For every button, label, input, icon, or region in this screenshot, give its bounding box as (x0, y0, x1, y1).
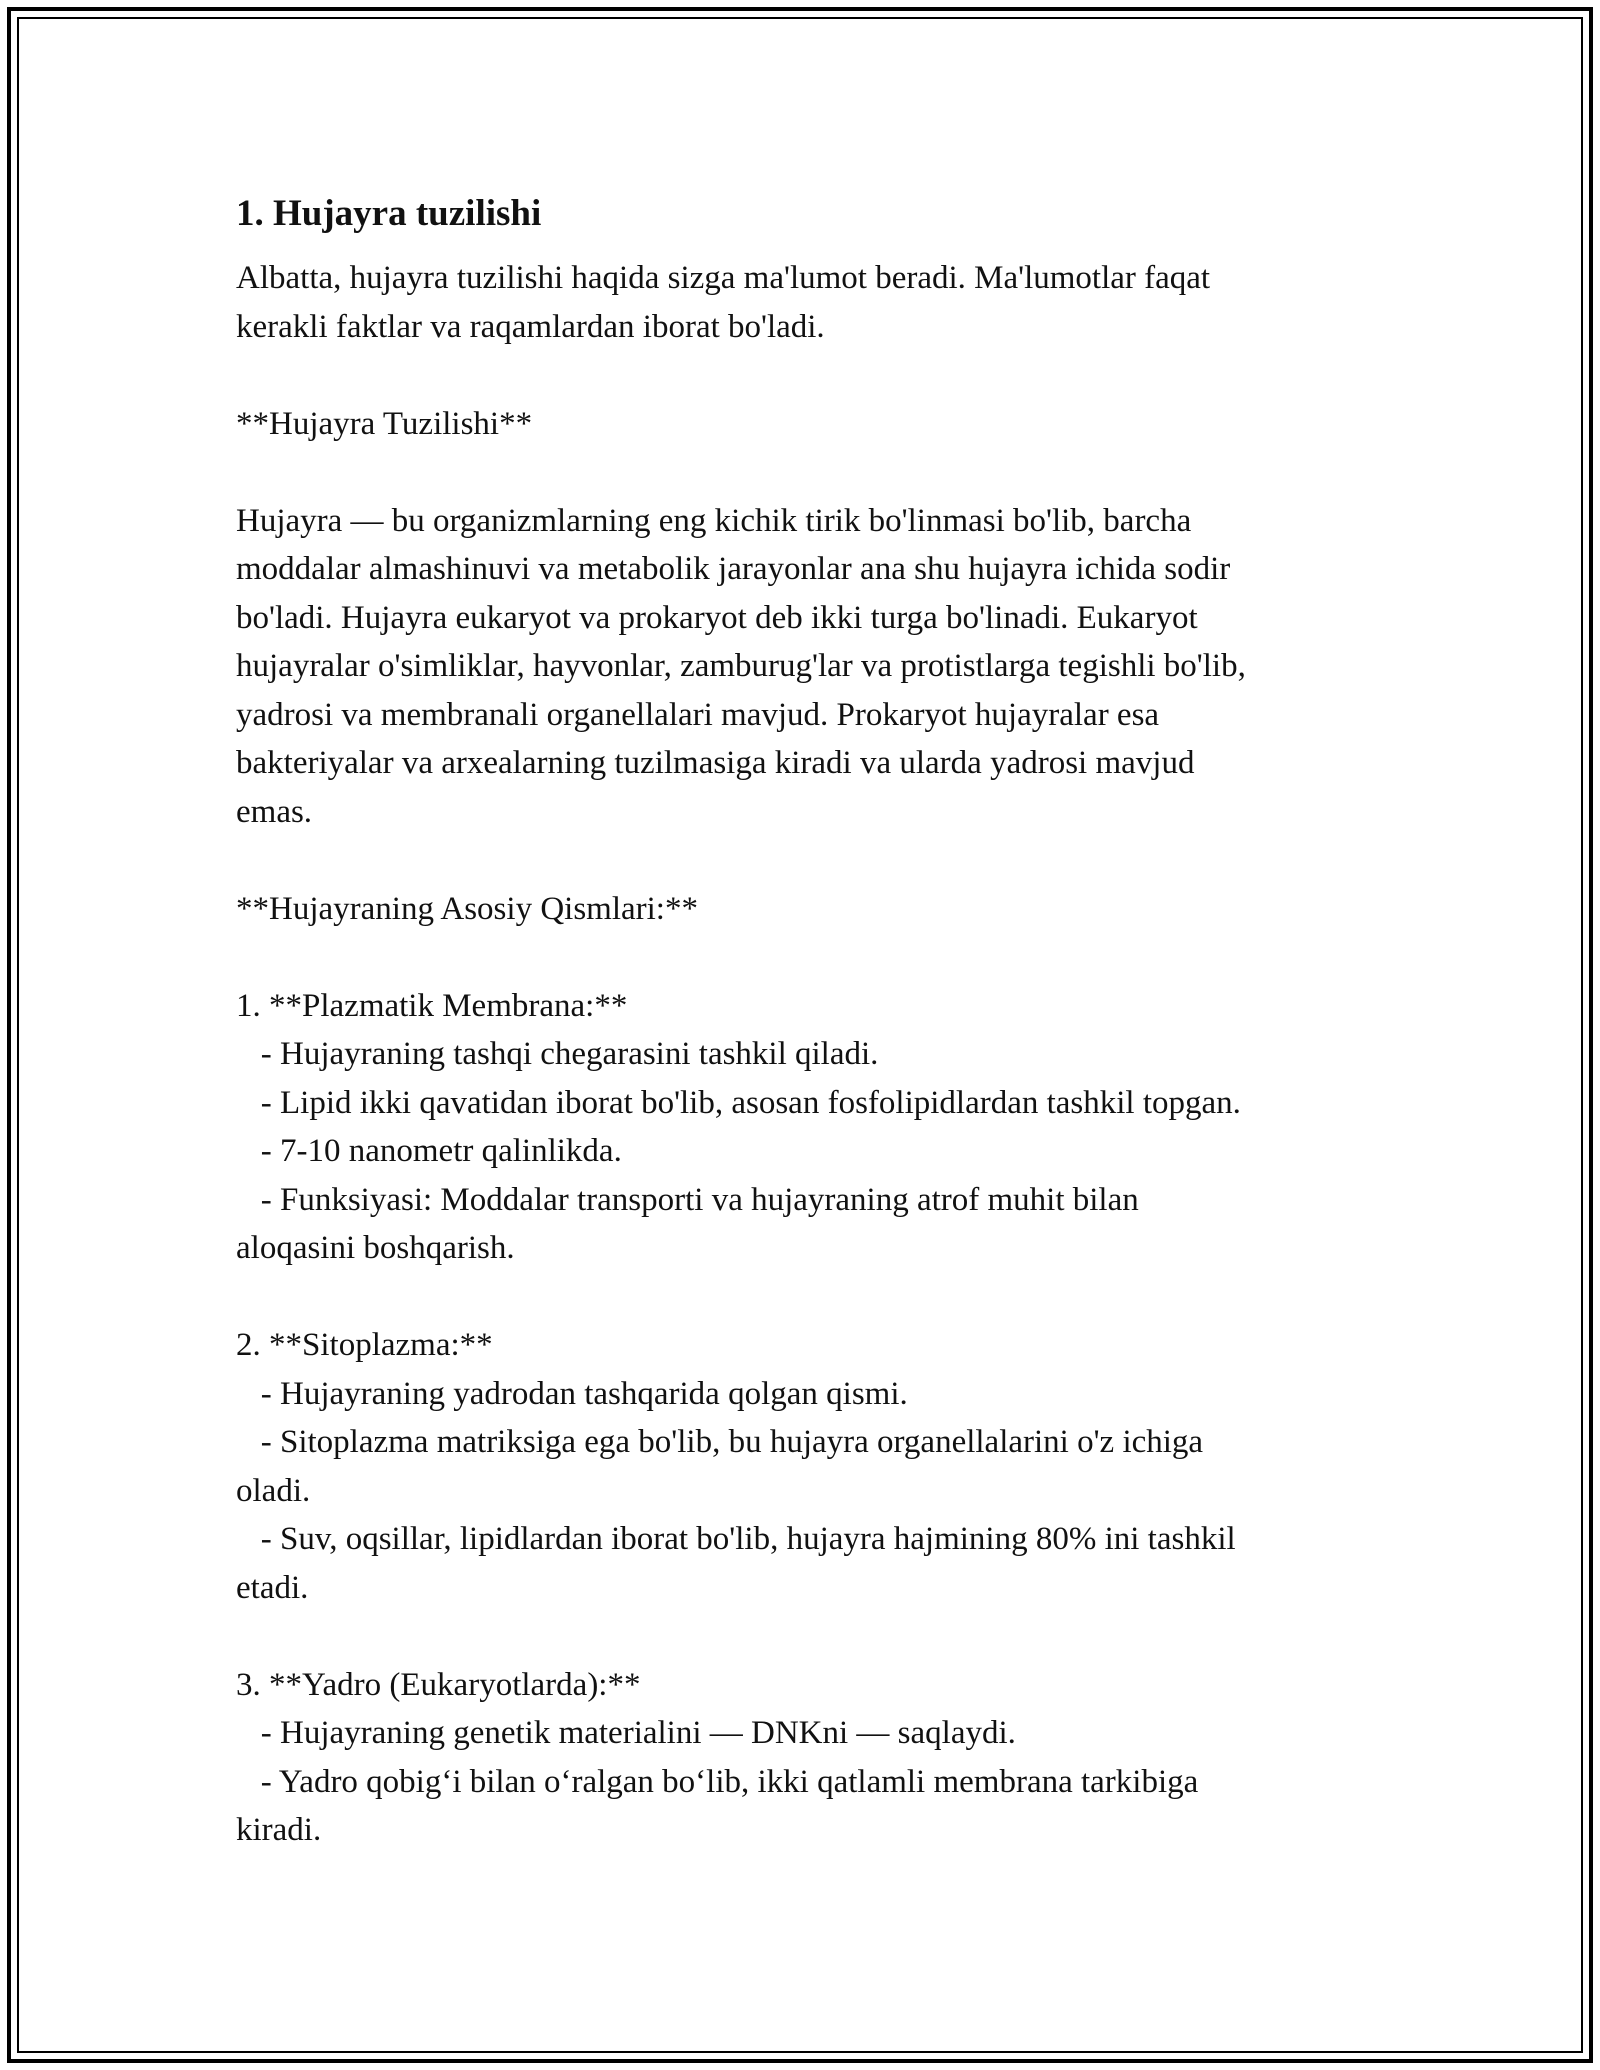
document-title: 1. Hujayra tuzilishi (236, 193, 542, 234)
document-body: Albatta, hujayra tuzilishi haqida sizga ma'lumot beradi. Ma'lumotlar faqat kerakli faktlar va raqamlardan iborat bo'ladi. **Hujayra Tuzilishi** Hujayra — bu organizmlarning eng kichik tirik bo'linmasi bo'lib, barcha moddalar almashinuvi va metabolik jarayonlar ana shu hujayra ichida sodir bo'ladi. Hujayra eukaryot va prokaryot deb ikki turga bo'linadi. Eukaryot hujayralar o'simliklar, hayvonlar, zamburug'lar va protistlarga tegishli bo'lib, yadrosi va membranali organellalari mavjud. Prokaryot hujayralar esa bakteriyalar va arxealarning tuzilmasiga kiradi va ularda yadrosi mavjud emas. **Hujayraning Asosiy Qismlari:** 1. **Plazmatik Membrana:** - Hujayraning tashqi chegarasini tashkil qiladi. - Lipid ikki qavatidan iborat bo'lib, asosan fosfolipidlardan tashkil topgan. - 7-10 nanometr qalinlikda. - Funksiyasi: Moddalar transporti va hujayraning atrof muhit bilan aloqasini boshqarish. 2. **Sitoplazma:** - Hujayraning yadrodan tashqarida qolgan qismi. - Sitoplazma matriksiga ega bo'lib, bu hujayra organellalarini o'z ichiga oladi. - Suv, oqsillar, lipidlardan iborat bo'lib, hujayra hajmining 80% ini tashkil etadi. 3. **Yadro (Eukaryotlarda):** - Hujayraning genetik materialini — DNKni — saqlaydi. - Yadro qobig‘i bilan o‘ralgan bo‘lib, ikki qatlamli membrana tarkibiga kiradi. (236, 260, 1246, 1848)
document-content (236, 188, 1366, 1855)
